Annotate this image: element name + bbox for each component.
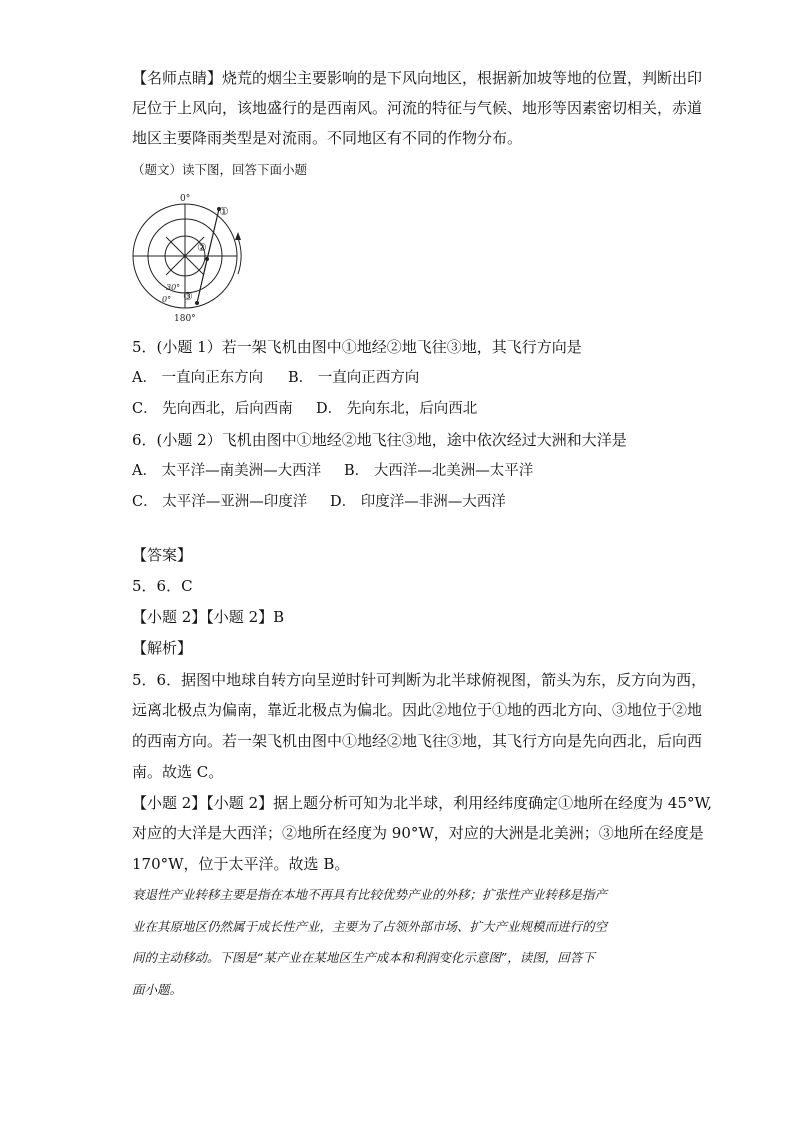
next-line-4: 面小题。: [132, 982, 183, 997]
polar-map-figure: [130, 188, 245, 323]
point-2-dot: [205, 257, 209, 261]
next-line-2: 业在其原地区仍然属于成长性产业，主要为了占领外部市场、扩大产业规模而进行的空: [132, 919, 608, 934]
label-bottom: 180°: [174, 314, 196, 323]
q5-option-d: D． 先向东北，后向西北: [316, 401, 478, 417]
rotation-arc: [238, 238, 241, 274]
analysis-line-7: 170°W，位于太平洋。故选 B。: [132, 855, 350, 873]
analysis-line-1: 5．6．据图中地球自转方向呈逆时针可判断为北半球俯视图，箭头为东，反方向为西，: [132, 671, 707, 689]
tip-line-3: 地区主要降雨类型是对流雨。不同地区有不同的作物分布。: [132, 129, 523, 147]
analysis-line-3: 的西南方向。若一架飞机由图中①地经②地飞往③地，其飞行方向是先向西北，后向西: [132, 732, 703, 750]
answer-heading: 【答案】: [132, 546, 193, 564]
question-stem: （题文）读下图，回答下面小题: [132, 162, 308, 177]
rotation-arrow-icon: [235, 232, 241, 240]
next-line-1: 衰退性产业转移主要是指在本地不再具有比较优势产业的外移；扩张性产业转移是指产: [132, 887, 608, 902]
next-line-3: 间的主动移动。下图是“某产业在某地区生产成本和利润变化示意图”，读图，回答下: [132, 950, 595, 965]
answer-line-1: 5．6．C: [132, 577, 193, 595]
q5-option-c: C． 先向西北，后向西南: [132, 401, 293, 417]
analysis-line-6: 对应的大洋是大西洋；②地所在经度为 90°W，对应的大洲是北美洲；③地所在经度是: [132, 824, 704, 842]
label-point-1: ①: [219, 205, 229, 218]
q5-option-a: A． 一直向正东方向: [132, 370, 264, 386]
answer-line-2: 【小题 2】【小题 2】B: [132, 608, 285, 626]
tip-line-1: 【名师点睛】烧荒的烟尘主要影响的是下风向地区，根据新加坡等地的位置，判断出印: [132, 69, 703, 87]
analysis-line-5: 【小题 2】【小题 2】据上题分析可知为北半球，利用经纬度确定①地所在经度为 45°W,: [132, 794, 713, 812]
point-3-dot: [195, 301, 199, 305]
label-lat0: 0°: [162, 295, 172, 304]
label-top: 0°: [180, 194, 191, 204]
label-point-3: ③: [183, 290, 193, 303]
analysis-line-4: 南。故选 C。: [132, 763, 224, 781]
tip-line-2: 尼位于上风向，该地盛行的是西南风。河流的特征与气候、地形等因素密切相关，赤道: [132, 99, 703, 117]
label-point-2: ②: [197, 241, 207, 254]
q6-option-b: B． 大西洋—北美洲—太平洋: [344, 463, 534, 479]
analysis-heading: 【解析】: [132, 639, 193, 657]
q6-text: 6．(小题 2）飞机由图中①地经②地飞往③地，途中依次经过大洲和大洋是: [132, 431, 627, 449]
label-lat30: 30°: [166, 283, 181, 292]
q5-option-b: B． 一直向正西方向: [288, 370, 420, 386]
q6-option-a: A． 太平洋—南美洲—大西洋: [132, 463, 322, 479]
analysis-line-2: 远离北极点为偏南，靠近北极点为偏北。因此②地位于①地的西北方向、③地位于②地: [132, 701, 703, 719]
q6-option-c: C． 太平洋—亚洲—印度洋: [132, 494, 308, 510]
q6-option-d: D． 印度洋—非洲—大西洋: [330, 494, 506, 510]
q5-text: 5．(小题 1）若一架飞机由图中①地经②地飞往③地，其飞行方向是: [132, 338, 582, 356]
